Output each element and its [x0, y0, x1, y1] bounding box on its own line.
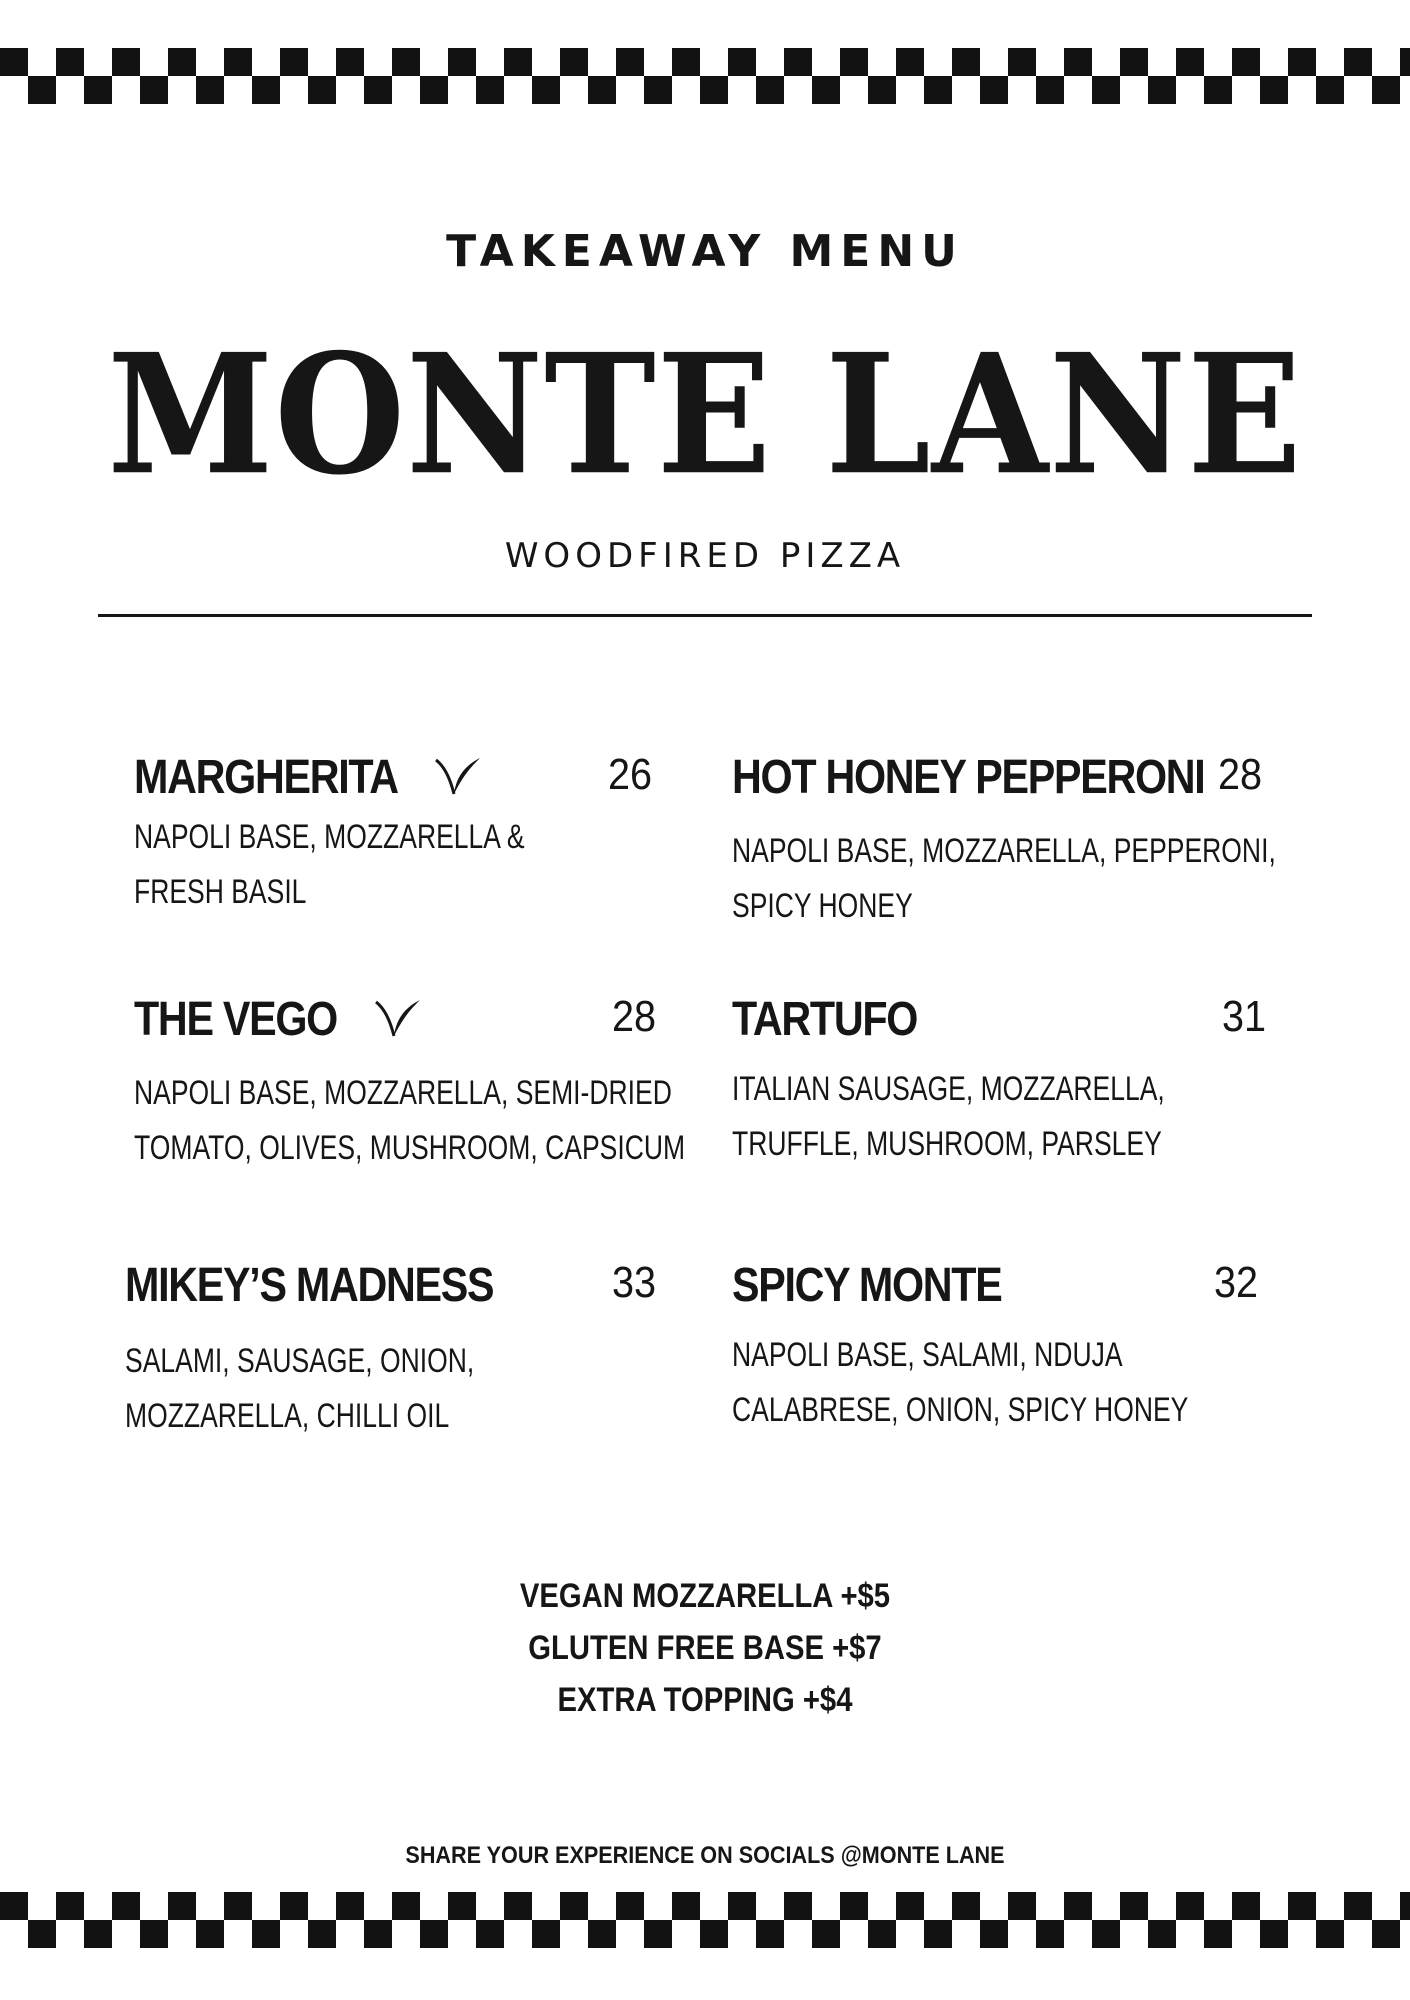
- checker-square: [140, 1920, 168, 1948]
- brand-title: MONTE LANE: [107, 318, 1303, 512]
- menu-subtitle: TAKEAWAY MENU: [446, 226, 964, 277]
- checker-square: [868, 76, 896, 104]
- checker-square: [224, 48, 252, 76]
- checker-square: [1036, 76, 1064, 104]
- item-description: SALAMI, SAUSAGE, ONION, MOZZARELLA, CHILLI OIL: [125, 1342, 475, 1435]
- checker-square: [952, 48, 980, 76]
- checker-square: [532, 76, 560, 104]
- checker-square: [1232, 1892, 1260, 1920]
- checker-square: [252, 76, 280, 104]
- checker-square: [728, 1892, 756, 1920]
- checker-square: [196, 1920, 224, 1948]
- checker-square: [84, 1920, 112, 1948]
- extra-vegan-mozzarella: VEGAN MOZZARELLA +$5: [519, 1577, 891, 1615]
- item-name: SPICY MONTE: [732, 1259, 1002, 1312]
- item-description: NAPOLI BASE, SALAMI, NDUJA CALABRESE, ONION, SPICY HONEY: [732, 1336, 1189, 1429]
- checker-square: [56, 1892, 84, 1920]
- item-price: 31: [1222, 992, 1267, 1041]
- checker-square: [504, 1892, 532, 1920]
- checker-square: [644, 76, 672, 104]
- checker-square: [1036, 1920, 1064, 1948]
- checker-square: [1288, 48, 1316, 76]
- checkered-border-top: [0, 48, 1410, 104]
- checker-square: [308, 1920, 336, 1948]
- checker-square: [1372, 76, 1400, 104]
- item-price: 26: [608, 750, 653, 799]
- checker-square: [840, 48, 868, 76]
- item-name: TARTUFO: [732, 993, 918, 1046]
- checker-square: [924, 1920, 952, 1948]
- item-description: NAPOLI BASE, MOZZARELLA, PEPPERONI, SPICY HONEY: [732, 832, 1276, 925]
- checker-square: [1008, 1892, 1036, 1920]
- checker-square: [1120, 48, 1148, 76]
- checker-square: [448, 1892, 476, 1920]
- checker-square: [1344, 1892, 1372, 1920]
- checkered-border-bottom: [0, 1892, 1410, 1948]
- checker-square: [1064, 48, 1092, 76]
- checker-square: [588, 1920, 616, 1948]
- checker-square: [1260, 1920, 1288, 1948]
- checker-square: [140, 76, 168, 104]
- checker-square: [1092, 76, 1120, 104]
- divider-line: [98, 614, 1312, 617]
- item-description: NAPOLI BASE, MOZZARELLA, SEMI-DRIED TOMATO, OLIVES, MUSHROOM, CAPSICUM: [134, 1074, 686, 1167]
- checker-square: [1232, 48, 1260, 76]
- checker-square: [112, 48, 140, 76]
- checker-square: [420, 1920, 448, 1948]
- checker-square: [168, 1892, 196, 1920]
- item-price: 28: [1218, 750, 1263, 799]
- checker-square: [1064, 1892, 1092, 1920]
- checker-square: [532, 1920, 560, 1948]
- checker-square: [84, 76, 112, 104]
- checker-square: [812, 1920, 840, 1948]
- item-description: ITALIAN SAUSAGE, MOZZARELLA, TRUFFLE, MUSHROOM, PARSLEY: [732, 1070, 1165, 1163]
- checker-square: [560, 1892, 588, 1920]
- checker-square: [896, 48, 924, 76]
- checker-square: [756, 76, 784, 104]
- checker-square: [1400, 48, 1410, 76]
- extra-topping: EXTRA TOPPING +$4: [557, 1681, 853, 1719]
- checker-square: [28, 76, 56, 104]
- checker-square: [1372, 1920, 1400, 1948]
- checker-square: [812, 76, 840, 104]
- checker-square: [1148, 1920, 1176, 1948]
- checker-square: [336, 48, 364, 76]
- checker-square: [1260, 76, 1288, 104]
- item-name: HOT HONEY PEPPERONI: [732, 751, 1205, 804]
- checker-square: [1148, 76, 1176, 104]
- checker-square: [560, 48, 588, 76]
- checker-square: [1204, 76, 1232, 104]
- checker-square: [1176, 48, 1204, 76]
- checker-square: [448, 48, 476, 76]
- checker-square: [1344, 48, 1372, 76]
- checker-square: [308, 76, 336, 104]
- extras-list: [0, 1570, 1410, 1726]
- checker-square: [252, 1920, 280, 1948]
- brand-tagline: WOODFIRED PIZZA: [504, 536, 906, 576]
- checker-square: [924, 76, 952, 104]
- checker-square: [112, 1892, 140, 1920]
- checker-square: [980, 76, 1008, 104]
- item-name: MARGHERITA: [134, 751, 398, 804]
- checker-square: [0, 1892, 28, 1920]
- item-description: NAPOLI BASE, MOZZARELLA & FRESH BASIL: [134, 818, 525, 911]
- checker-square: [364, 76, 392, 104]
- footer-socials: SHARE YOUR EXPERIENCE ON SOCIALS @MONTE LANE: [405, 1842, 1005, 1869]
- item-name: THE VEGO: [134, 993, 338, 1046]
- item-price: 28: [612, 992, 657, 1041]
- checker-square: [1204, 1920, 1232, 1948]
- checker-square: [392, 48, 420, 76]
- checker-square: [56, 48, 84, 76]
- checker-square: [224, 1892, 252, 1920]
- checker-square: [0, 48, 28, 76]
- checker-square: [756, 1920, 784, 1948]
- checker-square: [1092, 1920, 1120, 1948]
- checker-square: [196, 76, 224, 104]
- checker-square: [672, 1892, 700, 1920]
- checker-square: [1316, 1920, 1344, 1948]
- checker-square: [1176, 1892, 1204, 1920]
- checker-square: [476, 76, 504, 104]
- checker-square: [840, 1892, 868, 1920]
- leaf-icon: [432, 752, 484, 798]
- checker-square: [168, 48, 196, 76]
- checker-square: [1288, 1892, 1316, 1920]
- checker-square: [1316, 76, 1344, 104]
- extra-gluten-free-base: GLUTEN FREE BASE +$7: [528, 1629, 882, 1667]
- item-price: 32: [1214, 1258, 1259, 1307]
- checker-square: [728, 48, 756, 76]
- checker-square: [784, 1892, 812, 1920]
- checker-square: [784, 48, 812, 76]
- checker-square: [644, 1920, 672, 1948]
- checker-square: [896, 1892, 924, 1920]
- checker-square: [28, 1920, 56, 1948]
- checker-square: [868, 1920, 896, 1948]
- checker-square: [1400, 1892, 1410, 1920]
- checker-square: [336, 1892, 364, 1920]
- checker-square: [364, 1920, 392, 1948]
- checker-square: [588, 76, 616, 104]
- checker-square: [616, 1892, 644, 1920]
- checker-square: [392, 1892, 420, 1920]
- checker-square: [980, 1920, 1008, 1948]
- checker-square: [672, 48, 700, 76]
- checker-square: [280, 1892, 308, 1920]
- checker-square: [700, 76, 728, 104]
- checker-square: [1008, 48, 1036, 76]
- checker-square: [504, 48, 532, 76]
- checker-square: [616, 48, 644, 76]
- item-price: 33: [612, 1258, 657, 1307]
- checker-square: [700, 1920, 728, 1948]
- checker-square: [952, 1892, 980, 1920]
- checker-square: [1120, 1892, 1148, 1920]
- checker-square: [280, 48, 308, 76]
- checker-square: [476, 1920, 504, 1948]
- leaf-icon: [372, 994, 424, 1040]
- item-name: MIKEY’S MADNESS: [125, 1259, 494, 1312]
- checker-square: [420, 76, 448, 104]
